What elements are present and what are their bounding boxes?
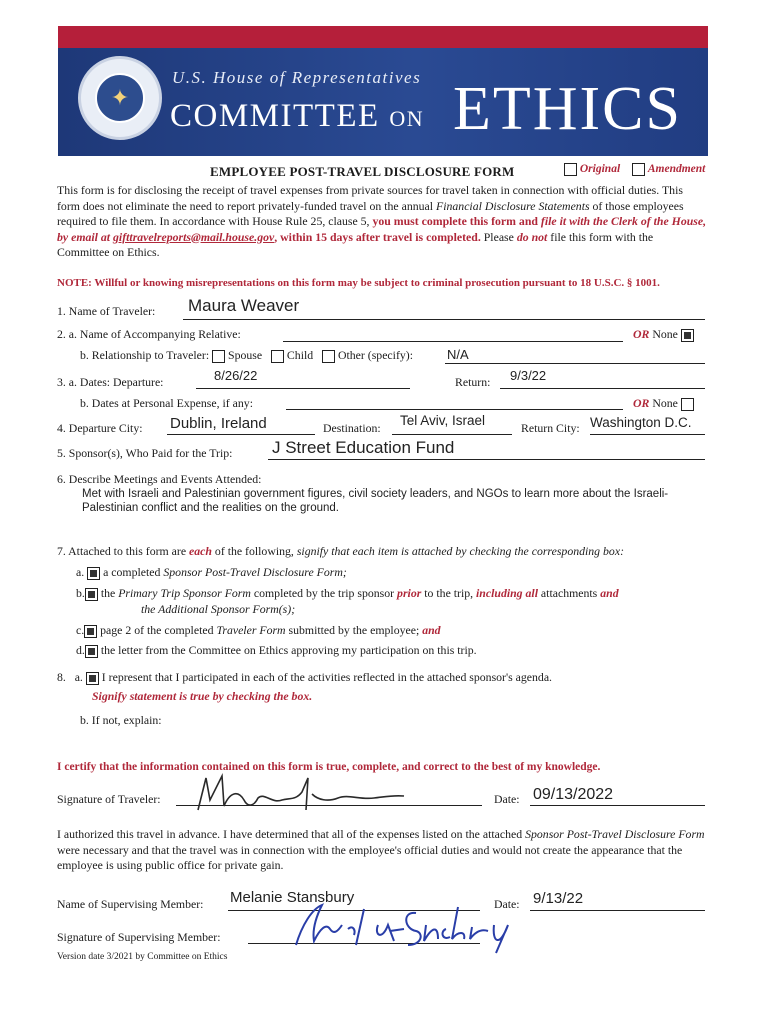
supervisor-label: Name of Supervising Member:: [57, 897, 204, 911]
original-option[interactable]: Original: [564, 163, 620, 176]
supervisor-name-field[interactable]: Melanie Stansbury: [230, 889, 355, 906]
q7a-checkbox[interactable]: [87, 567, 100, 580]
q2b-row: b. Relationship to Traveler: Spouse Child Other (specify):: [80, 348, 413, 362]
supervisor-signature-drawing: [282, 895, 512, 955]
header-banner: [58, 26, 708, 156]
traveler-signature-label: Signature of Traveler:: [57, 792, 161, 806]
supervisor-date-line: [530, 910, 705, 911]
other-relationship-field[interactable]: N/A: [447, 347, 469, 362]
q2a-none-option: OR None: [633, 327, 694, 343]
house-seal-icon: ✦: [78, 56, 162, 140]
departure-city-field[interactable]: Dublin, Ireland: [170, 415, 267, 432]
intro-paragraph: This form is for disclosing the receipt of travel expenses from private sources for travel taken in connection with official duties. This form does not eliminate the need to report privately-funded travel on the annual Financial Disclosure Statements of those employees required to file them. In accordance with House Rule 25, clause 5, you must complete this form and file it with the Clerk of the House, by email at gifttravelreports@mail.house.gov, within 15 days after travel is completed. Please do not file this form with the Committee on Ethics.: [57, 183, 707, 259]
departure-line: [196, 388, 410, 389]
q8a-row: 8. a. I represent that I participated in each of the activities reflected in the attached sponsor's agenda.: [57, 670, 553, 684]
q7c-row: c. page 2 of the completed Traveler Form submitted by the employee; and: [76, 623, 441, 637]
q6-label: 6. Describe Meetings and Events Attended:: [57, 472, 262, 486]
traveler-name-field[interactable]: Maura Weaver: [188, 296, 300, 315]
q2a-line: [283, 341, 623, 342]
return-city-line: [590, 434, 705, 435]
authorization-paragraph: I authorized this travel in advance. I have determined that all of the expenses listed on the attached Sponsor Post-Travel Disclosure Form were necessary and that the travel was in connection with the employee's official duties and would not create the appearance that the employee is using public office for private gain.: [57, 827, 705, 872]
q3b-none-checkbox[interactable]: [681, 398, 694, 411]
q8a-checkbox[interactable]: [86, 672, 99, 685]
q2a-none-checkbox[interactable]: [681, 329, 694, 342]
supervisor-signature-label: Signature of Supervising Member:: [57, 930, 221, 944]
destination-label: Destination:: [323, 421, 381, 435]
return-label: Return:: [455, 375, 491, 389]
q3b-label: b. Dates at Personal Expense, if any:: [80, 396, 253, 410]
original-checkbox[interactable]: [564, 163, 577, 176]
q8a-note: Signify statement is true by checking the box.: [92, 689, 313, 703]
banner-committee-text: COMMITTEE ON: [170, 98, 425, 134]
departure-date-field[interactable]: 8/26/22: [214, 368, 258, 383]
supervisor-signature[interactable]: [282, 895, 512, 960]
q7c-checkbox[interactable]: [84, 625, 97, 638]
supervisor-date-field[interactable]: 9/13/22: [533, 890, 584, 907]
q3b-none-option: OR None: [633, 396, 694, 412]
q7b-checkbox[interactable]: [85, 588, 98, 601]
q1-line: [183, 319, 705, 320]
destination-field[interactable]: Tel Aviv, Israel: [400, 413, 486, 428]
sponsor-field[interactable]: J Street Education Fund: [272, 438, 455, 457]
form-title: EMPLOYEE POST-TRAVEL DISCLOSURE FORM: [210, 164, 515, 179]
q7-label: 7. Attached to this form are each of the following, signify that each item is attached by checking the corresponding box:: [57, 544, 624, 558]
return-line: [500, 388, 705, 389]
q7b-line2: the Additional Sponsor Form(s);: [141, 602, 296, 616]
traveler-signature[interactable]: [178, 770, 428, 825]
amendment-option[interactable]: Amendment: [632, 163, 705, 176]
q1-label: 1. Name of Traveler:: [57, 304, 156, 318]
banner-red-stripe: [58, 26, 708, 48]
q2a-label: 2. a. Name of Accompanying Relative:: [57, 327, 241, 341]
q2b-line: [445, 363, 705, 364]
traveler-date-line: [530, 805, 705, 806]
q4-label: 4. Departure City:: [57, 421, 143, 435]
traveler-signature-drawing: [178, 770, 428, 820]
note-warning: NOTE: Willful or knowing misrepresentations on this form may be subject to criminal prosecution pursuant to 18 U.S.C. § 1001.: [57, 277, 660, 289]
q8b-label: b. If not, explain:: [80, 713, 162, 727]
other-checkbox[interactable]: [322, 350, 335, 363]
q7d-checkbox[interactable]: [85, 645, 98, 658]
amendment-checkbox[interactable]: [632, 163, 645, 176]
certify-statement: I certify that the information contained on this form is true, complete, and correct to the best of my knowledge.: [57, 761, 601, 773]
banner-ethics-text: ETHICS: [453, 75, 682, 143]
version-footnote: Version date 3/2021 by Committee on Ethics: [57, 952, 228, 962]
return-date-field[interactable]: 9/3/22: [510, 368, 547, 383]
q7b-row: b. the Primary Trip Sponsor Form completed by the trip sponsor prior to the trip, including all attachments and: [76, 586, 619, 600]
return-city-label: Return City:: [521, 421, 580, 435]
departure-city-line: [167, 434, 315, 435]
q7a-row: a. a completed Sponsor Post-Travel Disclosure Form;: [76, 565, 347, 579]
traveler-date-label: Date:: [494, 792, 520, 806]
destination-line: [392, 434, 512, 435]
child-checkbox[interactable]: [271, 350, 284, 363]
supervisor-date-label: Date:: [494, 897, 520, 911]
traveler-date-field[interactable]: 09/13/2022: [533, 786, 614, 803]
banner-house-text: U.S. House of Representatives: [172, 68, 422, 87]
return-city-field[interactable]: Washington D.C.: [590, 415, 692, 430]
q5-line: [268, 459, 705, 460]
meetings-description-field[interactable]: Met with Israeli and Palestinian government figures, civil society leaders, and NGOs to learn more about the Israeli-Palestinian conflict and the realities on the ground.: [82, 488, 669, 514]
q3b-line: [286, 409, 623, 410]
q7d-row: d. the letter from the Committee on Ethics approving my participation on this trip.: [76, 643, 477, 657]
spouse-checkbox[interactable]: [212, 350, 225, 363]
q3a-label: 3. a. Dates: Departure:: [57, 375, 164, 389]
clerk-email-link[interactable]: gifttravelreports@mail.house.gov: [113, 229, 275, 244]
q5-label: 5. Sponsor(s), Who Paid for the Trip:: [57, 446, 233, 460]
